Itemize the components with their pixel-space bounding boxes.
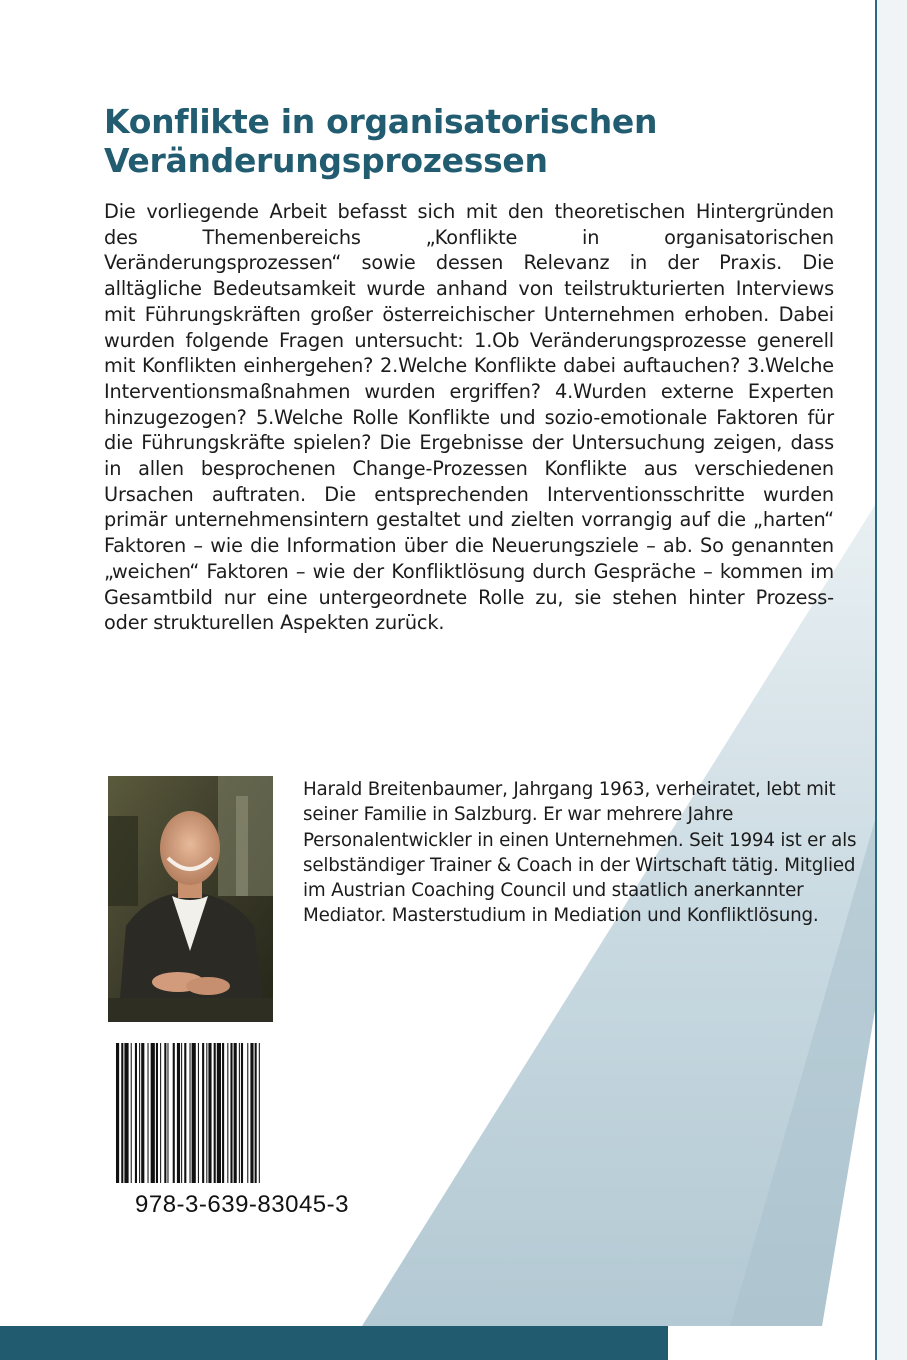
- barcode-bar: [202, 1043, 204, 1183]
- barcode-bar: [139, 1043, 140, 1183]
- barcode-bar: [151, 1043, 155, 1183]
- book-description: Die vorliegende Arbeit befasst sich mit den theoretischen Hintergründen des Themenbereichs „Konflikte in organisatorischen Veränderungsprozessen“ sowie dessen Relevanz in der Praxis. Die alltägliche Bedeutsamkeit wurde anhand von teilstrukturierten Interviews mit Führungskräften großer österreichischer Unternehmen erhoben. Dabei wurden folgende Fragen untersucht: 1.Ob Veränderungsprozesse generell mit Konflikten einhergehen? 2.Welche Konflikte dabei auftauchen? 3.Welche Interventionsmaßnahmen wurden ergriffen? 4.Wurden externe Experten hinzugezogen? 5.Welche Rolle Konflikte und sozio-emotionale Faktoren für die Führungskräfte spielen? Die Ergebnisse der Untersuchung zeigen, dass in allen besprochenen Change-Prozessen Konflikte aus verschiedenen Ursachen auftraten. Die entsprechenden Interventionsschritte wurden primär unternehmensintern gestaltet und zielten vorrangig auf die „harten“ Faktoren – wie die Information über die Neuerungsziele – ab. So genannten „weichen“ Faktoren – wie der Konfliktlösung durch Gespräche – kommen im Gesamtbild nur eine untergeordnete Rolle zu, sie stehen hinter Prozess- oder strukturellen Aspekten zurück.: [104, 200, 834, 635]
- barcode-bar: [259, 1043, 260, 1183]
- barcode-bar: [167, 1043, 168, 1183]
- barcode-bar: [198, 1043, 199, 1183]
- barcode-bar: [227, 1043, 228, 1183]
- barcode-bar: [230, 1043, 232, 1183]
- barcode-area: [103, 1028, 381, 1228]
- bottom-accent-bar: [0, 1326, 668, 1360]
- right-edge-band: [877, 0, 907, 1360]
- barcode-bar: [164, 1043, 166, 1183]
- barcode-bar: [160, 1043, 161, 1183]
- barcode-bar: [222, 1043, 224, 1183]
- barcode-bar: [255, 1043, 257, 1183]
- barcode-bar: [206, 1043, 207, 1183]
- barcode-bar: [181, 1043, 182, 1183]
- barcode-bar: [141, 1043, 144, 1183]
- barcode-bar: [116, 1043, 119, 1183]
- barcode-bar: [250, 1043, 253, 1183]
- barcode-bar: [148, 1043, 149, 1183]
- barcode-bar: [247, 1043, 248, 1183]
- barcode-bar: [184, 1043, 186, 1183]
- barcode-bar: [241, 1043, 243, 1183]
- barcode-bar: [135, 1043, 137, 1183]
- barcode-bar: [131, 1043, 132, 1183]
- author-photo: [108, 776, 273, 1022]
- right-edge-rule: [875, 0, 877, 1360]
- book-title-line-1: Konflikte in organisatorischen: [104, 102, 658, 141]
- barcode-bar: [156, 1043, 158, 1183]
- isbn-barcode: [116, 1043, 368, 1183]
- barcode-bar: [121, 1043, 123, 1183]
- barcode-bar: [173, 1043, 175, 1183]
- book-title: [104, 102, 824, 180]
- author-biography: Harald Breitenbaumer, Jahrgang 1963, verheiratet, lebt mit seiner Familie in Salzburg. Er war mehrere Jahre Personalentwickler in einen Unternehmen. Seit 1994 ist er als selbständiger Trainer & Coach in der Wirtschaft tätig. Mitglied im Austrian Coaching Council und staatlich anerkannter Mediator. Masterstudium in Mediation und Konfliktlösung.: [303, 779, 857, 927]
- barcode-bar: [177, 1043, 180, 1183]
- barcode-bar: [217, 1043, 221, 1183]
- barcode-bar: [192, 1043, 196, 1183]
- isbn-number: 978-3-639-83045-3: [135, 1191, 349, 1218]
- barcode-bar: [239, 1043, 240, 1183]
- barcode-bar: [208, 1043, 211, 1183]
- barcode-bar: [234, 1043, 237, 1183]
- book-title-line-2: Veränderungsprozessen: [104, 141, 548, 180]
- barcode-bar: [124, 1043, 128, 1183]
- barcode-bar: [214, 1043, 216, 1183]
- barcode-bar: [190, 1043, 191, 1183]
